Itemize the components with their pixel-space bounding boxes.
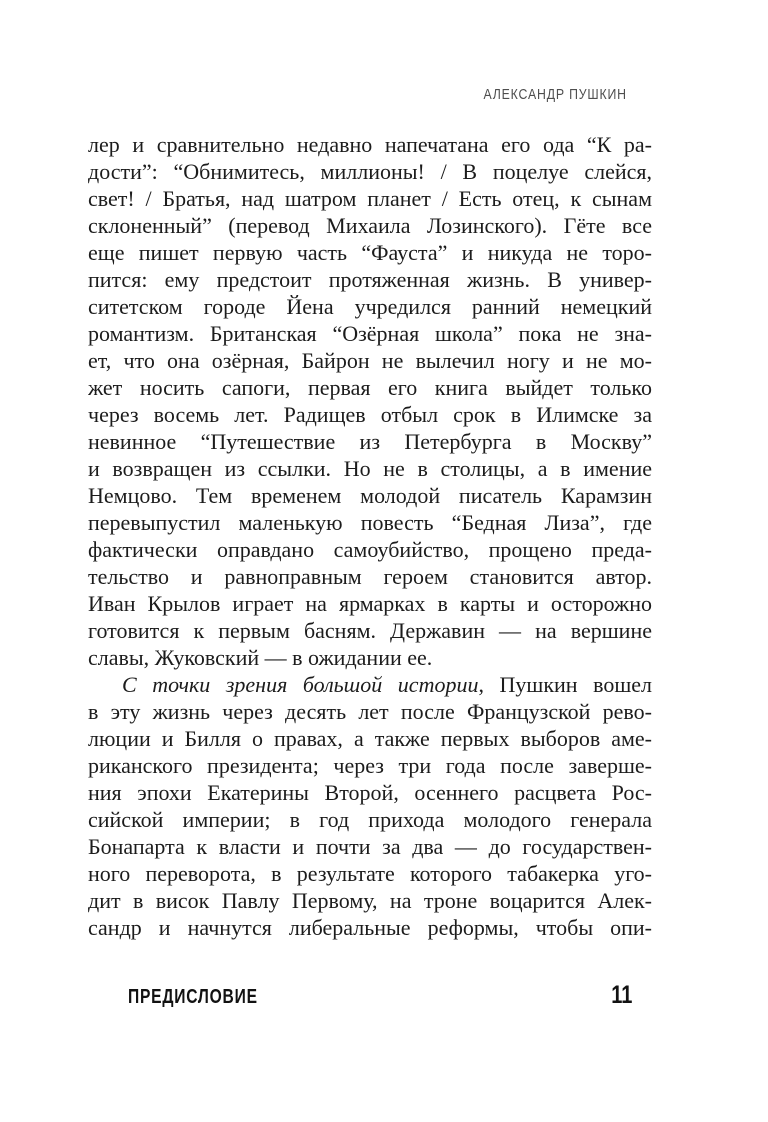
text-line (88, 455, 652, 482)
page-number: 11 (610, 981, 632, 1009)
text-line (88, 887, 652, 914)
text-line (88, 698, 652, 725)
text-segment: дит в висок Павлу Первому, на троне воцарится Алек- (88, 888, 652, 913)
text-line (88, 671, 652, 698)
text-segment: романтизм. Британская “Озёрная школа” пока не зна- (88, 321, 652, 346)
text-line (88, 482, 652, 509)
text-line (88, 563, 652, 590)
footer-chapter-title: ПРЕДИСЛОВИЕ (128, 986, 258, 1008)
text-segment: , Пушкин вошел (478, 672, 652, 697)
text-segment: риканского президента; через три года после заверше- (88, 753, 652, 778)
text-segment: ет, что она озёрная, Байрон не вылечил ногу и не мо- (88, 348, 652, 373)
text-line (88, 509, 652, 536)
text-line (88, 860, 652, 887)
text-line (88, 914, 652, 941)
text-line (88, 536, 652, 563)
text-segment: сийской империи; в год прихода молодого генерала (88, 807, 652, 832)
text-line (88, 320, 652, 347)
italic-phrase: С точки зрения большой истории (122, 672, 479, 697)
text-segment: готовится к первым басням. Державин — на вершине (88, 618, 652, 643)
text-segment: Немцово. Тем временем молодой писатель Карамзин (88, 483, 652, 508)
text-segment: через восемь лет. Радищев отбыл срок в Илимске за (88, 402, 652, 427)
text-line (88, 185, 652, 212)
text-segment: перевыпустил маленькую повесть “Бедная Лиза”, где (88, 510, 652, 535)
text-line (88, 131, 652, 158)
text-line (88, 590, 652, 617)
text-segment: Иван Крылов играет на ярмарках в карты и осторожно (88, 591, 652, 616)
text-line (88, 374, 652, 401)
text-segment: и возвращен из ссылки. Но не в столицы, а в имение (88, 456, 652, 481)
text-line (88, 752, 652, 779)
text-segment: жет носить сапоги, первая его книга выйдет только (88, 375, 652, 400)
text-line (88, 779, 652, 806)
text-segment: ного переворота, в результате которого табакерка уго- (88, 861, 652, 886)
text-line (88, 212, 652, 239)
text-segment: фактически оправдано самоубийство, прощено преда- (88, 537, 652, 562)
text-segment: славы, Жуковский — в ожидании ее. (88, 645, 433, 670)
text-segment: лер и сравнительно недавно напечатана его ода “К ра- (88, 132, 652, 157)
text-segment: люции и Билля о правах, а также первых выборов аме- (88, 726, 652, 751)
text-segment: ситетском городе Йена учредился ранний немецкий (88, 294, 652, 319)
text-line (88, 239, 652, 266)
text-segment: Бонапарта к власти и почти за два — до государствен- (88, 834, 652, 859)
text-segment: еще пишет первую часть “Фауста” и никуда не торо- (88, 240, 652, 265)
text-segment: в эту жизнь через десять лет после Французской рево- (88, 699, 652, 724)
text-segment: пится: ему предстоит протяженная жизнь. В универ- (88, 267, 652, 292)
page-footer (128, 983, 632, 1008)
text-line (88, 266, 652, 293)
text-line (88, 833, 652, 860)
text-line (88, 293, 652, 320)
text-segment: невинное “Путешествие из Петербурга в Москву” (88, 429, 652, 454)
text-segment: ния эпохи Екатерины Второй, осеннего расцвета Рос- (88, 780, 652, 805)
text-segment: тельство и равноправным героем становится автор. (88, 564, 652, 589)
text-segment: склоненный” (перевод Михаила Лозинского). Гёте все (88, 213, 652, 238)
text-line (88, 428, 652, 455)
text-segment: свет! / Братья, над шатром планет / Есть отец, к сынам (88, 186, 652, 211)
text-line (88, 617, 652, 644)
text-line (88, 401, 652, 428)
running-head-author: АЛЕКСАНДР ПУШКИН (483, 86, 627, 103)
text-line (88, 806, 652, 833)
body-text-block (88, 131, 652, 941)
text-line (88, 347, 652, 374)
text-line (88, 158, 652, 185)
text-line (88, 725, 652, 752)
text-segment: дости”: “Обнимитесь, миллионы! / В поцелуе слейся, (88, 159, 652, 184)
text-segment: сандр и начнутся либеральные реформы, чтобы опи- (88, 915, 652, 940)
text-line (88, 644, 652, 671)
